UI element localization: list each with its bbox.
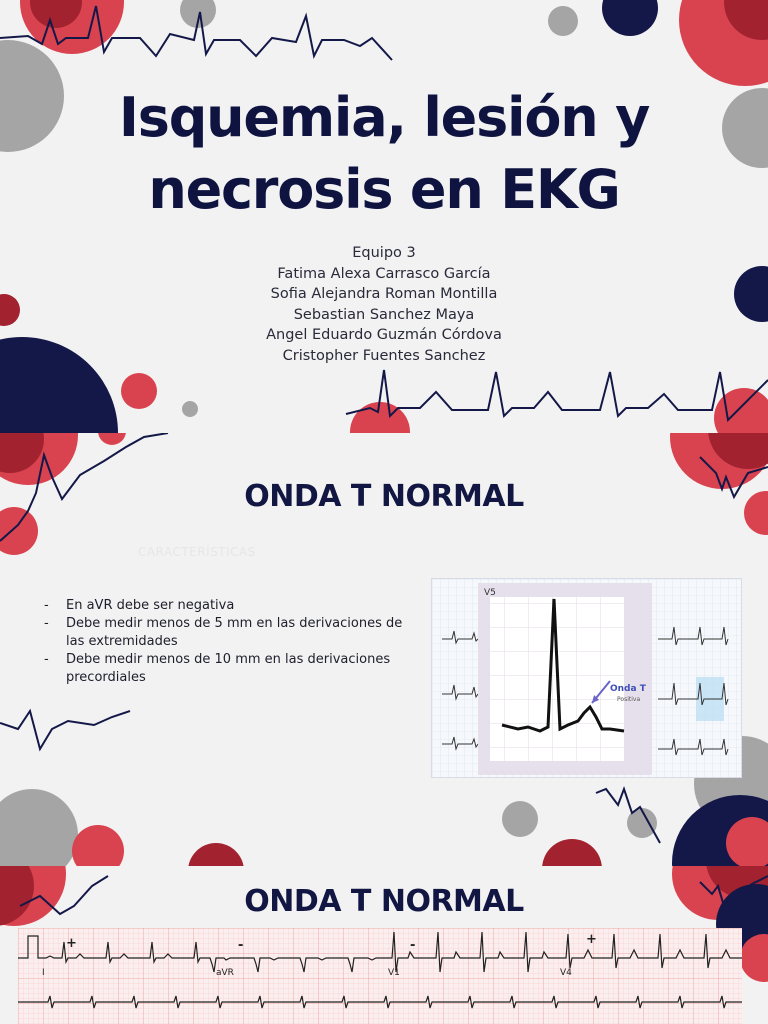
polarity-sign-v1: - — [410, 938, 416, 953]
t-wave-sublabel: Positiva — [617, 696, 641, 703]
title-slide — [0, 0, 768, 433]
slide-heading: ONDA T NORMAL — [244, 884, 524, 919]
polarity-sign-i: + — [66, 936, 77, 951]
list-item: - Debe medir menos de 10 mm en las derivaciones precordiales — [44, 651, 424, 687]
list-item: - Debe medir menos de 5 mm en las derivaciones de las extremidades — [44, 615, 424, 651]
team-member: Sebastian Sanchez Maya — [293, 306, 475, 323]
team-member: Angel Eduardo Guzmán Córdova — [266, 327, 502, 343]
characteristics-list — [44, 597, 424, 687]
lead-label-v5: V5 — [484, 588, 496, 598]
slide-heading: ONDA T NORMAL — [244, 479, 524, 514]
ekg-12-lead-strip — [18, 928, 742, 1024]
normal-t-wave-slide — [0, 433, 768, 866]
list-item: - En aVR debe ser negativa — [44, 597, 424, 615]
lead-label-avr: aVR — [216, 968, 234, 978]
t-wave-label: Onda T — [610, 684, 646, 694]
ghost-caption: CARACTERÍSTICAS — [138, 545, 256, 559]
title-line-1: Isquemia, lesión y — [118, 86, 650, 149]
title-line-2: necrosis en EKG — [148, 158, 620, 221]
lead-label-i: I — [42, 968, 45, 978]
ekg-v5-figure — [432, 579, 742, 778]
lead-label-v1: V1 — [388, 968, 400, 978]
presentation-title — [0, 82, 768, 226]
polarity-sign-v4: + — [586, 932, 597, 947]
team-member: Fatima Alexa Carrasco García — [277, 265, 491, 282]
team-member: Cristopher Fuentes Sanchez — [282, 347, 486, 364]
ekg-v5-image — [431, 578, 742, 778]
team-label: Equipo 3 — [352, 245, 416, 261]
polarity-sign-avr: - — [238, 938, 244, 953]
ekg-strip-figure — [18, 928, 742, 1024]
lead-label-v4: V4 — [560, 968, 572, 978]
team-list — [0, 243, 768, 366]
team-member: Sofia Alejandra Roman Montilla — [270, 286, 498, 302]
ekg-strip-slide — [0, 866, 768, 1024]
